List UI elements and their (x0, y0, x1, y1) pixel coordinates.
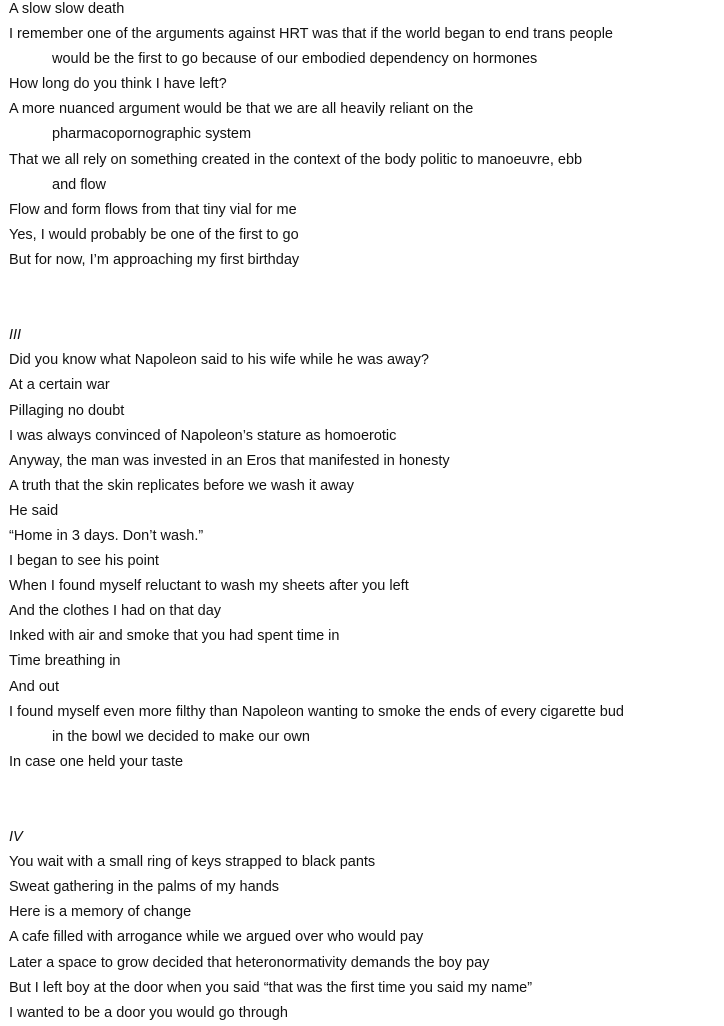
poem-line: A more nuanced argument would be that we are all heavily reliant on the (9, 101, 474, 118)
poem-line-continuation: would be the first to go because of our embodied dependency on hormones (52, 51, 538, 68)
poem-line: Later a space to grow decided that heteronormativity demands the boy pay (9, 954, 490, 971)
poem-section-2 (9, 0, 716, 273)
poem-line-continuation: in the bowl we decided to make our own (52, 728, 310, 745)
poem-line: “Home in 3 days. Don’t wash.” (9, 527, 204, 544)
section-heading: III (9, 327, 22, 344)
poem-line: I remember one of the arguments against HRT was that if the world began to end trans people (9, 26, 613, 43)
poem-line: Inked with air and smoke that you had spent time in (9, 628, 340, 645)
poem-line: A truth that the skin replicates before we wash it away (9, 477, 354, 494)
poem-line-continuation: pharmacopornographic system (52, 126, 252, 143)
poem-line: That we all rely on something created in the context of the body politic to manoeuvre, ebb (9, 151, 583, 168)
poem-line: He said (9, 502, 59, 519)
poem-line: I began to see his point (9, 553, 159, 570)
poem-line: Yes, I would probably be one of the first to go (9, 226, 299, 243)
poem-line: At a certain war (9, 377, 110, 394)
poem-line: Pillaging no doubt (9, 402, 125, 419)
poem-line: I wanted to be a door you would go through (9, 1004, 288, 1021)
poem-line: But for now, I’m approaching my first birthday (9, 251, 300, 268)
poem-line: In case one held your taste (9, 753, 184, 770)
document-page (9, 0, 716, 1026)
poem-line: A cafe filled with arrogance while we argued over who would pay (9, 929, 424, 946)
poem-line: Time breathing in (9, 653, 121, 670)
poem-line-continuation: and flow (52, 176, 107, 193)
poem-line: And the clothes I had on that day (9, 603, 222, 620)
poem-line: When I found myself reluctant to wash my sheets after you left (9, 578, 409, 595)
poem-line: You wait with a small ring of keys strapped to black pants (9, 854, 376, 871)
poem-line: Here is a memory of change (9, 904, 192, 921)
poem-section-4 (9, 825, 716, 1026)
poem-line: And out (9, 678, 59, 695)
poem-line: But I left boy at the door when you said “that was the first time you said my name” (9, 979, 533, 996)
poem-line: Sweat gathering in the palms of my hands (9, 879, 280, 896)
poem-line: How long do you think I have left? (9, 76, 227, 93)
section-spacer (9, 273, 716, 323)
section-heading: IV (9, 829, 23, 846)
poem-line: A slow slow death (9, 1, 125, 17)
poem-line: Flow and form flows from that tiny vial for me (9, 201, 297, 218)
poem-line: Anyway, the man was invested in an Eros that manifested in honesty (9, 452, 450, 469)
section-spacer (9, 775, 716, 825)
poem-section-3 (9, 323, 716, 775)
poem-line: I found myself even more filthy than Napoleon wanting to smoke the ends of every cigarette bud (9, 703, 624, 720)
poem-line: I was always convinced of Napoleon’s stature as homoerotic (9, 427, 397, 444)
poem-line: Did you know what Napoleon said to his wife while he was away? (9, 352, 429, 369)
